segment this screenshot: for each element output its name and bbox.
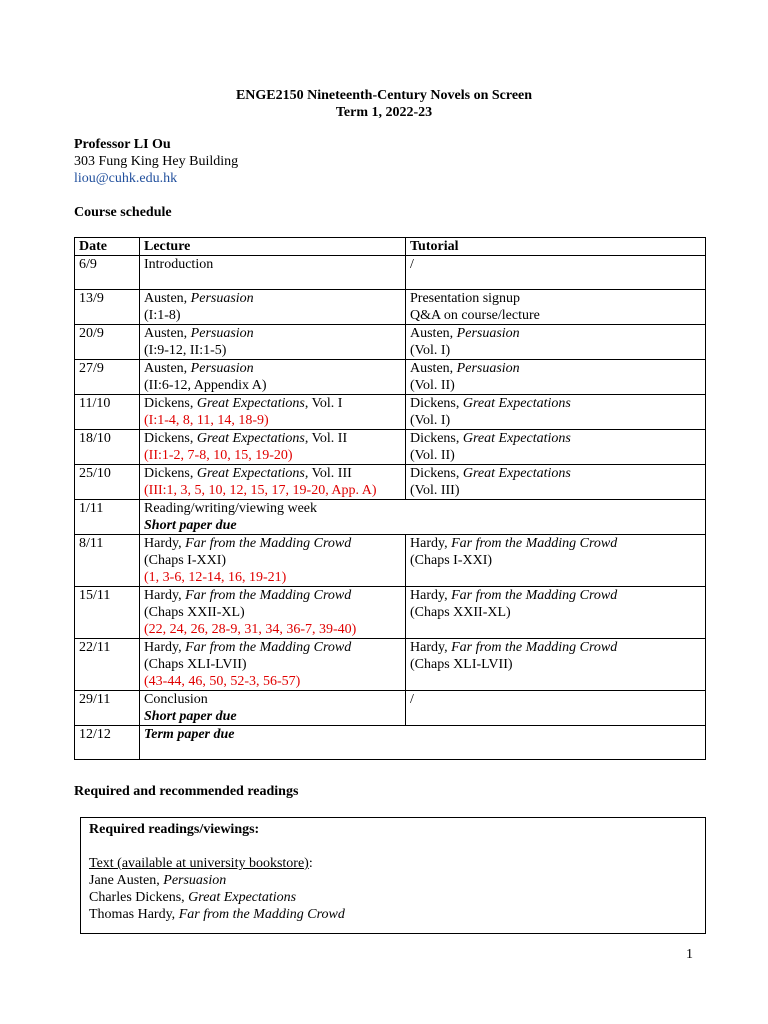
row-date: 8/11 — [75, 535, 140, 587]
table-row — [75, 360, 706, 395]
required-readings-box — [80, 817, 706, 934]
schedule-table — [74, 237, 706, 760]
table-row — [75, 395, 706, 430]
table-row — [75, 325, 706, 360]
row-tutorial: Presentation signup Q&A on course/lecture — [406, 290, 706, 325]
row-date: 18/10 — [75, 430, 140, 465]
row-date: 20/9 — [75, 325, 140, 360]
row-date: 25/10 — [75, 465, 140, 500]
list-item: Jane Austen, Persuasion — [89, 873, 227, 888]
assigned-chapters: (22, 24, 26, 28-9, 31, 34, 36-7, 39-40) — [144, 622, 357, 637]
row-lecture: Introduction — [140, 256, 406, 290]
header-tutorial: Tutorial — [406, 238, 706, 256]
table-row — [75, 465, 706, 500]
row-lecture: Austen, Persuasion (I:1-8) — [140, 290, 406, 325]
row-lecture: Austen, Persuasion (II:6-12, Appendix A) — [140, 360, 406, 395]
row-tutorial: Austen, Persuasion (Vol. I) — [406, 325, 706, 360]
assigned-chapters: (43-44, 46, 50, 52-3, 56-57) — [144, 674, 301, 689]
term-label: Term 1, 2022-23 — [335, 105, 433, 120]
table-row — [75, 535, 706, 587]
row-date: 6/9 — [75, 256, 140, 290]
row-lecture — [140, 726, 706, 760]
assigned-chapters: (1, 3-6, 12-14, 16, 19-21) — [144, 570, 287, 585]
row-tutorial: / — [406, 691, 706, 726]
row-lecture: Conclusion Short paper due — [140, 691, 406, 726]
row-tutorial: Austen, Persuasion (Vol. II) — [406, 360, 706, 395]
row-tutorial: / — [406, 256, 706, 290]
row-lecture: Dickens, Great Expectations, Vol. II (II:1-2, 7-8, 10, 15, 19-20) — [140, 430, 406, 465]
list-item: Thomas Hardy, Far from the Madding Crowd — [89, 907, 345, 922]
assigned-chapters: (III:1, 3, 5, 10, 12, 15, 17, 19-20, App. A) — [144, 483, 377, 498]
row-date: 15/11 — [75, 587, 140, 639]
table-row — [75, 639, 706, 691]
row-date: 1/11 — [75, 500, 140, 535]
row-lecture: Hardy, Far from the Madding Crowd (Chaps XLI-LVII) (43-44, 46, 50, 52-3, 56-57) — [140, 639, 406, 691]
row-tutorial: Hardy, Far from the Madding Crowd (Chaps XXII-XL) — [406, 587, 706, 639]
deadline-note: Short paper due — [144, 518, 237, 533]
row-lecture: Reading/writing/viewing week Short paper due — [140, 500, 706, 535]
table-row — [75, 726, 706, 760]
row-date: 29/11 — [75, 691, 140, 726]
row-lecture: Dickens, Great Expectations, Vol. III (III:1, 3, 5, 10, 12, 15, 17, 19-20, App. A) — [140, 465, 406, 500]
table-row — [75, 256, 706, 290]
row-lecture: Dickens, Great Expectations, Vol. I (I:1-4, 8, 11, 14, 18-9) — [140, 395, 406, 430]
row-tutorial: Dickens, Great Expectations (Vol. I) — [406, 395, 706, 430]
assigned-chapters: (I:1-4, 8, 11, 14, 18-9) — [144, 413, 269, 428]
table-row — [75, 587, 706, 639]
readings-heading: Required and recommended readings — [74, 784, 299, 799]
table-row — [75, 691, 706, 726]
office-address: 303 Fung King Hey Building — [74, 154, 239, 169]
header-lecture: Lecture — [140, 238, 406, 256]
row-date: 13/9 — [75, 290, 140, 325]
email-link[interactable]: liou@cuhk.edu.hk — [74, 171, 178, 186]
row-tutorial: Dickens, Great Expectations (Vol. III) — [406, 465, 706, 500]
page-number: 1 — [686, 947, 693, 962]
row-tutorial: Hardy, Far from the Madding Crowd (Chaps XLI-LVII) — [406, 639, 706, 691]
deadline-note: Short paper due — [144, 709, 237, 724]
course-title: ENGE2150 Nineteenth-Century Novels on Screen — [235, 88, 533, 103]
row-date: 27/9 — [75, 360, 140, 395]
list-item: Charles Dickens, Great Expectations — [89, 890, 297, 905]
text-source-line: Text (available at university bookstore): — [89, 856, 313, 871]
table-row — [75, 430, 706, 465]
row-date: 11/10 — [75, 395, 140, 430]
box-title: Required readings/viewings: — [89, 822, 260, 837]
row-lecture: Austen, Persuasion (I:9-12, II:1-5) — [140, 325, 406, 360]
professor-name: Professor LI Ou — [74, 137, 171, 152]
row-date: 12/12 — [75, 726, 140, 760]
assigned-chapters: (II:1-2, 7-8, 10, 15, 19-20) — [144, 448, 293, 463]
row-date: 22/11 — [75, 639, 140, 691]
row-tutorial: Dickens, Great Expectations (Vol. II) — [406, 430, 706, 465]
table-header-row — [75, 238, 706, 256]
table-row — [75, 290, 706, 325]
row-lecture: Hardy, Far from the Madding Crowd (Chaps I-XXI) (1, 3-6, 12-14, 16, 19-21) — [140, 535, 406, 587]
schedule-heading: Course schedule — [74, 205, 172, 220]
row-tutorial: Hardy, Far from the Madding Crowd (Chaps I-XXI) — [406, 535, 706, 587]
table-row — [75, 500, 706, 535]
deadline-note: Term paper due — [144, 727, 235, 742]
header-date: Date — [75, 238, 140, 256]
row-lecture: Hardy, Far from the Madding Crowd (Chaps XXII-XL) (22, 24, 26, 28-9, 31, 34, 36-7, 39-40) — [140, 587, 406, 639]
